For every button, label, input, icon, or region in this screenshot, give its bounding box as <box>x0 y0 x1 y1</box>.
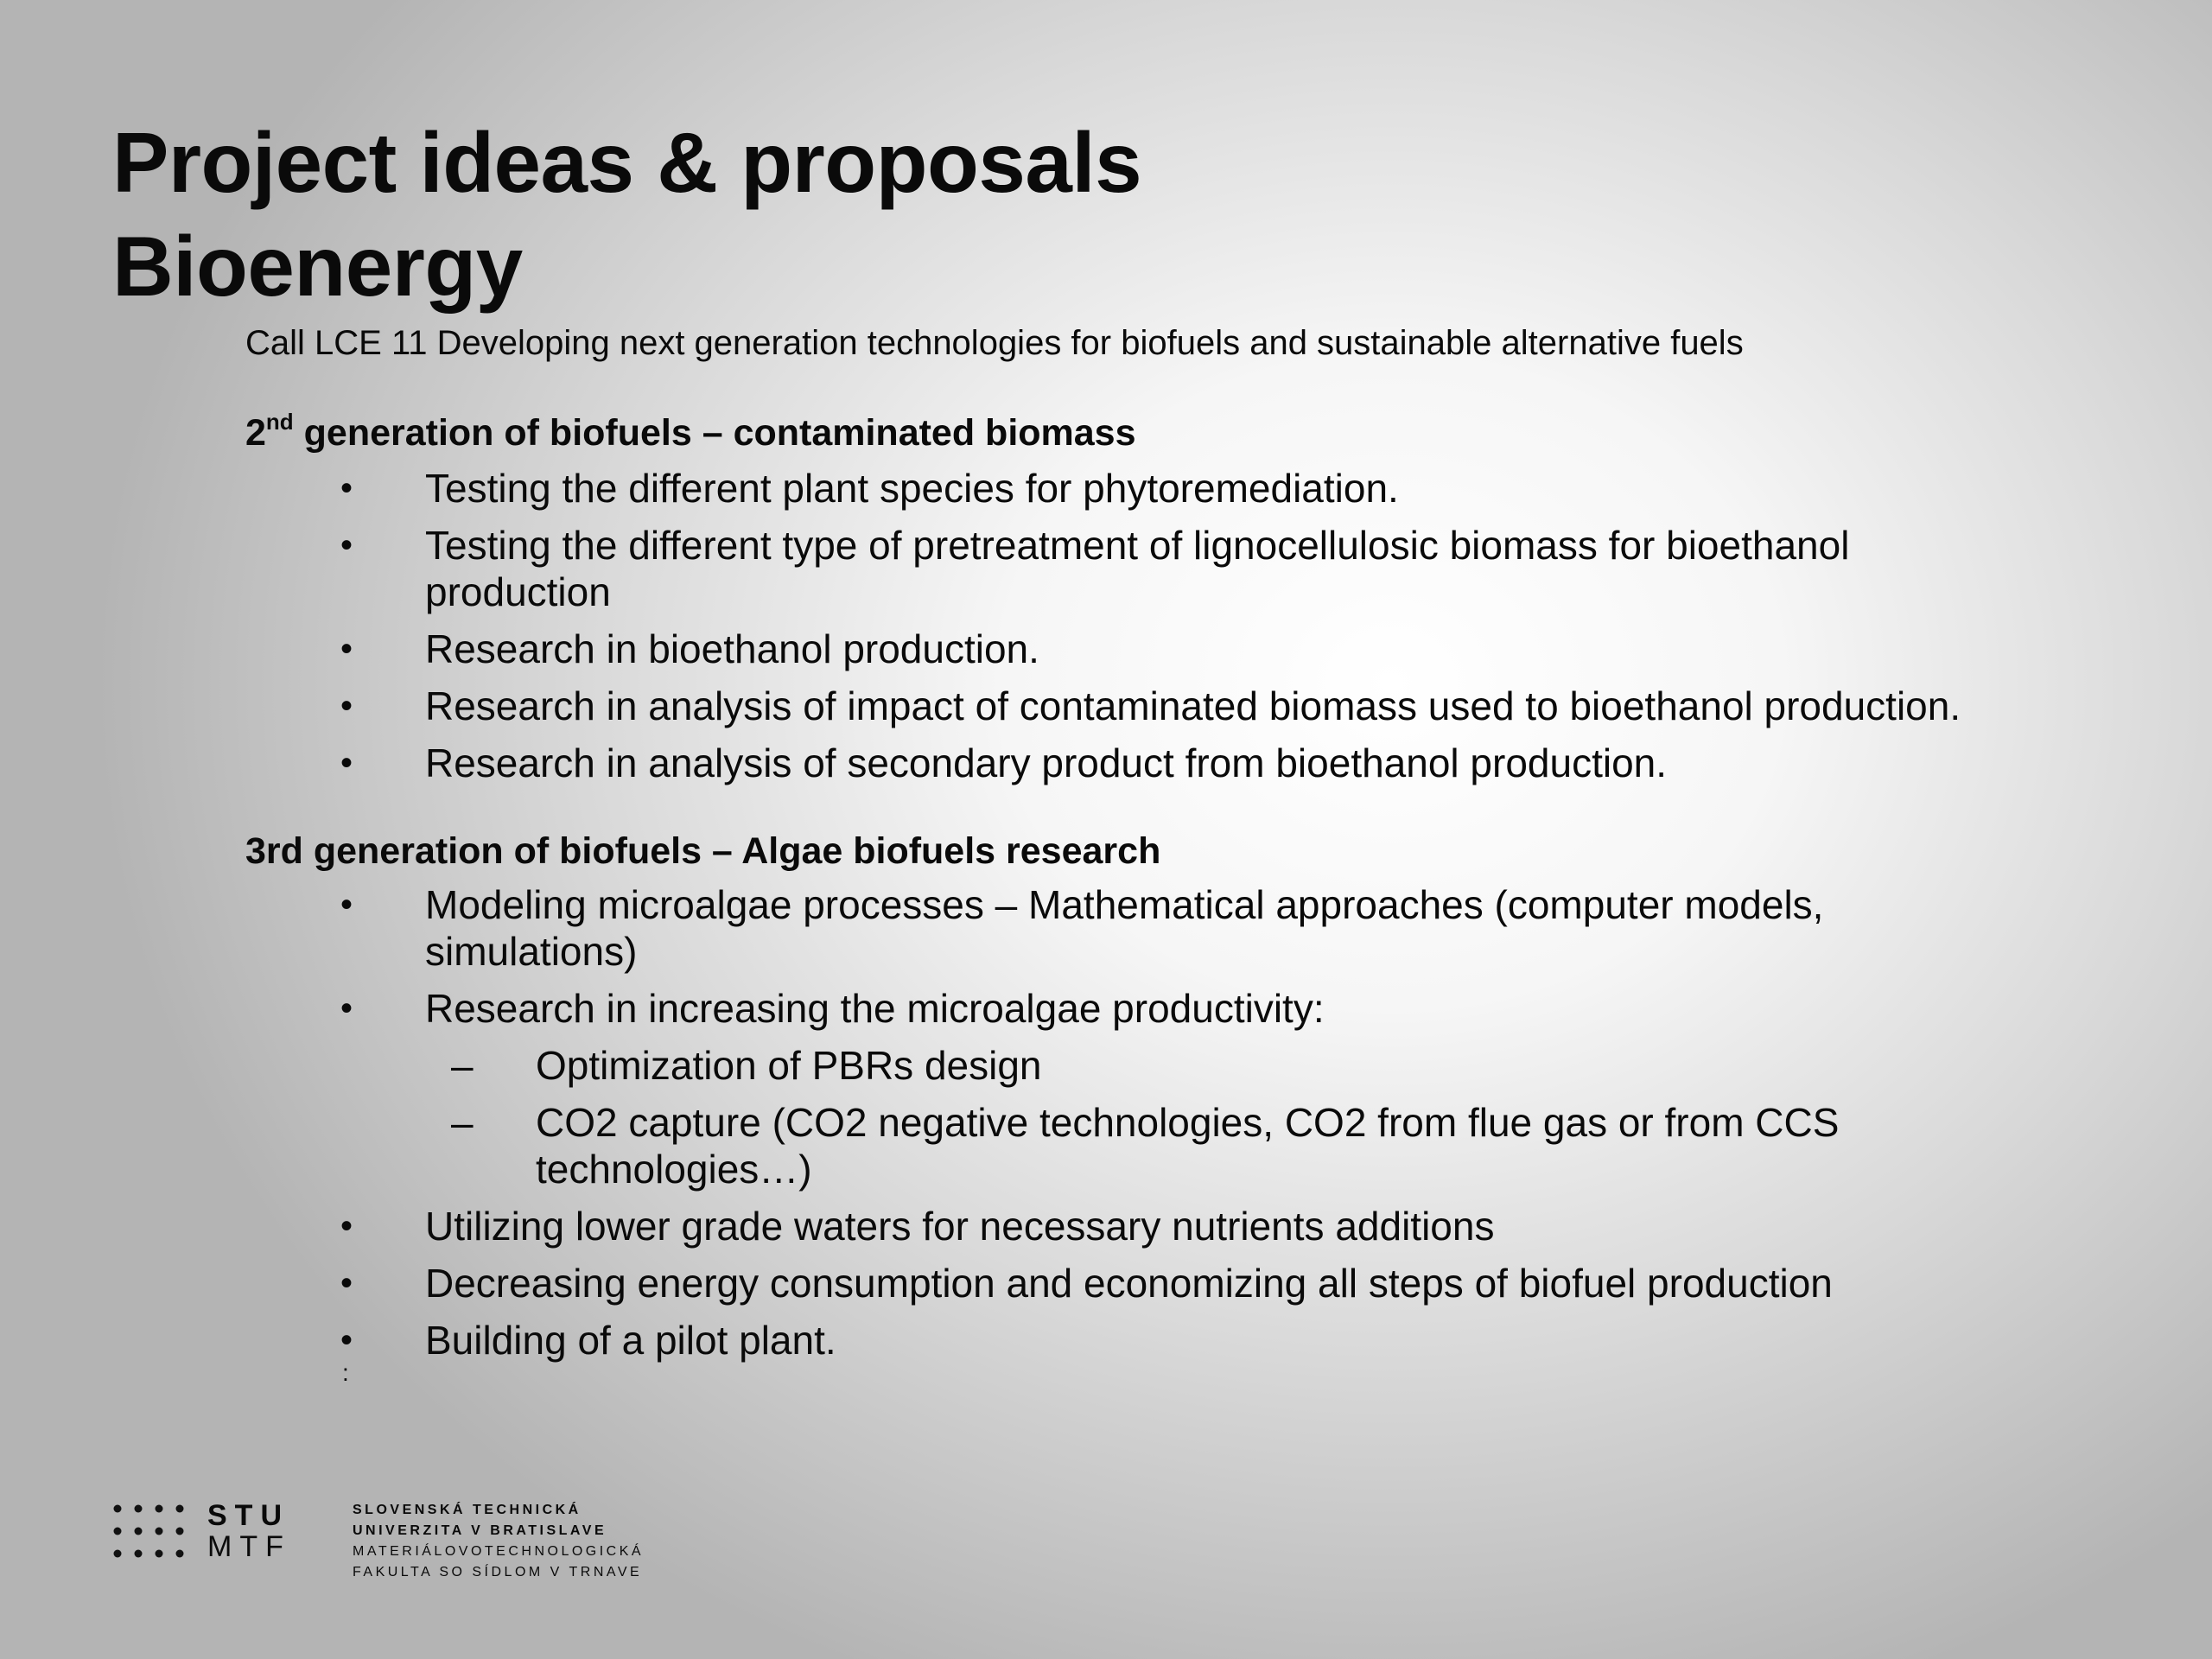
list-item <box>0 881 2153 975</box>
logo-line-3: MATERIÁLOVOTECHNOLOGICKÁ <box>353 1544 645 1559</box>
section-2nd-gen-heading <box>245 410 1136 456</box>
sub-list-item-text: CO2 capture (CO2 negative technologies, CO2 from flue gas or from CCS technologies…) <box>536 1100 1840 1192</box>
list-item <box>0 1260 2153 1306</box>
list-item <box>0 626 2153 672</box>
list-item-text: Research in bioethanol production. <box>425 626 1039 671</box>
bullet-icon: • <box>340 989 353 1027</box>
list-item-text: Utilizing lower grade waters for necessary nutrients additions <box>425 1204 1495 1249</box>
list-item-text: Building of a pilot plant. <box>425 1318 836 1363</box>
list-item-text: Research in analysis of secondary product from bioethanol production. <box>425 741 1668 785</box>
bullet-icon: • <box>340 687 353 725</box>
list-item-text: Research in increasing the microalgae productivity: <box>425 986 1325 1031</box>
bullet-icon: • <box>340 469 353 507</box>
list-item-text: Modeling microalgae processes – Mathematical approaches (computer models, simulations) <box>425 882 1824 974</box>
list-item <box>0 985 2153 1192</box>
logo-dots-icon <box>112 1503 190 1559</box>
bullet-icon: • <box>340 744 353 782</box>
sub-list <box>0 1042 2153 1192</box>
bullet-icon: • <box>340 1264 353 1302</box>
section-3rd-gen-heading: 3rd generation of biofuels – Algae biofuels research <box>245 830 1161 872</box>
list-item <box>0 683 2153 729</box>
list-item <box>0 1203 2153 1249</box>
bullet-icon: • <box>340 1321 353 1359</box>
list-item <box>0 465 2153 512</box>
list-item-text: Testing the different type of pretreatment of lignocellulosic biomass for bioethanol production <box>425 523 1850 614</box>
slide-title <box>112 111 1141 318</box>
bullet-icon: • <box>340 630 353 668</box>
list-item-text: Research in analysis of impact of contaminated biomass used to bioethanol production. <box>425 683 1961 728</box>
heading-superscript: nd <box>265 409 294 435</box>
list-item <box>0 740 2153 786</box>
list-item <box>0 522 2153 615</box>
university-logo <box>112 1499 665 1590</box>
logo-line-4: FAKULTA SO SÍDLOM V TRNAVE <box>353 1565 643 1580</box>
trailing-mark: : <box>342 1359 349 1386</box>
list-item-text: Decreasing energy consumption and economizing all steps of biofuel production <box>425 1261 1833 1306</box>
bullet-icon: • <box>340 526 353 564</box>
section-2nd-gen-list <box>0 465 2153 797</box>
heading-num: 2 <box>245 412 266 454</box>
dash-icon: – <box>451 1043 474 1088</box>
sub-list-item <box>0 1099 2153 1192</box>
title-line-1: Project ideas & proposals <box>112 115 1142 210</box>
section-3rd-gen-list <box>0 881 2153 1374</box>
heading-rest: generation of biofuels – contaminated biomass <box>293 412 1136 454</box>
list-item-text: Testing the different plant species for phytoremediation. <box>425 466 1399 511</box>
logo-line-2: UNIVERZITA V BRATISLAVE <box>353 1523 607 1538</box>
list-item <box>0 1317 2153 1363</box>
logo-university-name <box>353 1500 644 1583</box>
sub-list-item-text: Optimization of PBRs design <box>536 1043 1042 1088</box>
logo-abbr-stu: STU <box>207 1499 289 1532</box>
call-subtitle: Call LCE 11 Developing next generation technologies for biofuels and sustainable alternative fuels <box>245 324 1744 362</box>
logo-abbr-mtf: MTF <box>207 1530 291 1563</box>
dash-icon: – <box>451 1100 474 1145</box>
sub-list-item <box>0 1042 2153 1089</box>
title-line-2: Bioenergy <box>112 219 523 314</box>
bullet-icon: • <box>340 886 353 924</box>
logo-line-1: SLOVENSKÁ TECHNICKÁ <box>353 1503 582 1517</box>
bullet-icon: • <box>340 1207 353 1245</box>
